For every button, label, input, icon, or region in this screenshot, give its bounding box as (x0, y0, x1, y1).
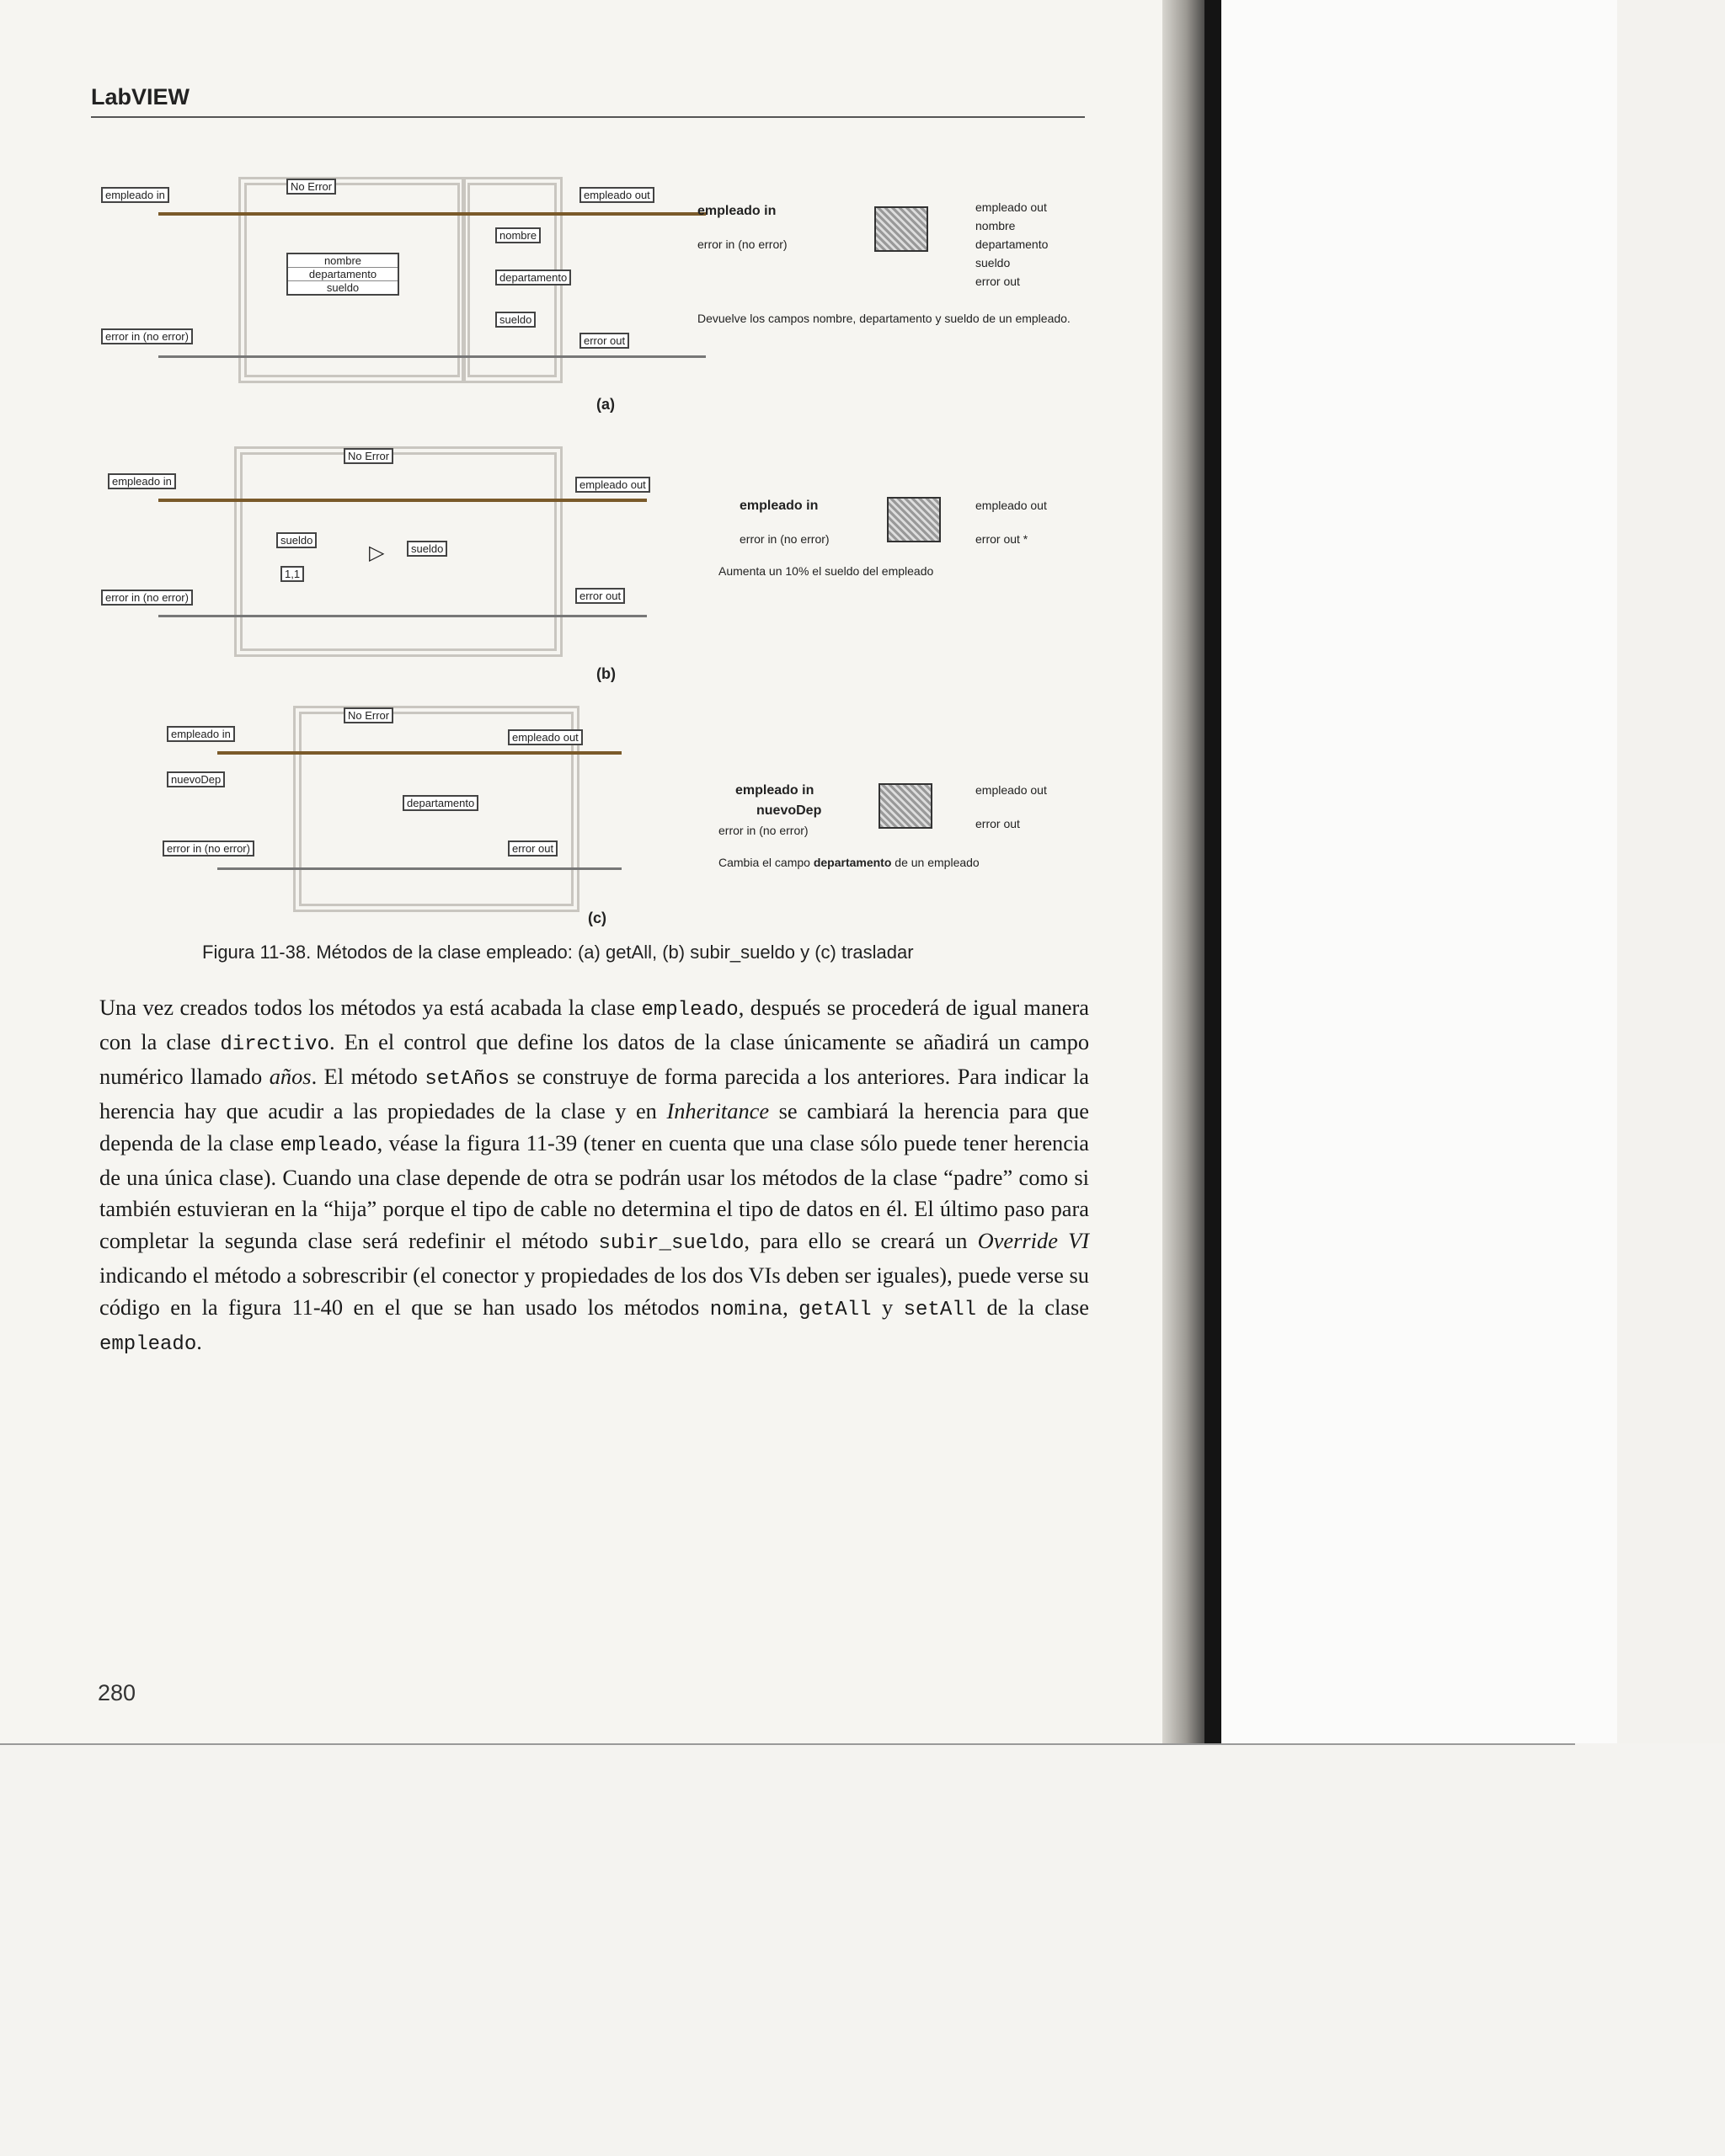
vi-icon (874, 206, 928, 252)
connector-out-5: error out (975, 275, 1020, 288)
desc-prefix: Cambia el campo (718, 856, 814, 869)
connector-in-2: error in (no error) (697, 237, 788, 251)
subfigure-label: (b) (596, 665, 616, 682)
text-run: se cambiará la herencia para que dependa de la clase (99, 1097, 1089, 1155)
case-structure (234, 446, 563, 657)
figure-c (91, 706, 1093, 933)
figure-caption: Figura 11-38. Métodos de la clase empleado: (a) getAll, (b) subir_sueldo y (c) trasladar (202, 942, 914, 963)
unbundle-field: nombre (288, 254, 398, 268)
wire-error (158, 615, 647, 617)
code-run: getAll (798, 1299, 872, 1322)
bundle-sueldo: sueldo (407, 541, 447, 557)
vi-description: Devuelve los campos nombre, departamento y sueldo de un empleado. (697, 312, 1071, 325)
terminal-empleado-out: empleado out (575, 477, 650, 493)
terminal-nombre: nombre (495, 227, 541, 243)
code-run: empleado (280, 1134, 377, 1157)
unbundle-field: departamento (288, 268, 398, 281)
vi-icon (879, 783, 932, 829)
connector-out-4: sueldo (975, 256, 1011, 270)
wire-error (217, 867, 622, 870)
figure-b (91, 446, 1093, 691)
terminal-error-in: error in (no error) (101, 328, 193, 344)
unbundle-node (286, 253, 399, 296)
connector-out-2: error out (975, 817, 1020, 830)
code-run: empleado (99, 1333, 197, 1357)
body-paragraph (99, 992, 1089, 1361)
terminal-sueldo: sueldo (495, 312, 536, 328)
connector-out-1: empleado out (975, 783, 1047, 797)
connector-out-2: nombre (975, 219, 1016, 232)
terminal-empleado-out: empleado out (579, 187, 654, 203)
terminal-nuevodep: nuevoDep (167, 771, 225, 787)
italic-run: Override VI (977, 1228, 1089, 1254)
code-run: subir_sueldo (598, 1232, 745, 1256)
desc-bold: departamento (813, 856, 892, 869)
connector-out-1: empleado out (975, 499, 1047, 512)
desc-suffix: de un empleado (891, 856, 980, 869)
unbundle-sueldo: sueldo (276, 532, 317, 548)
text-run: . El método (311, 1063, 425, 1089)
terminal-empleado-out: empleado out (508, 729, 583, 745)
connector-out-2: error out * (975, 532, 1028, 546)
connector-in-1: empleado in (697, 204, 777, 218)
terminal-empleado-in: empleado in (101, 187, 169, 203)
code-run: setAños (425, 1067, 510, 1091)
text-run: de la clase (976, 1294, 1089, 1321)
terminal-departamento: departamento (495, 270, 571, 286)
case-selector: No Error (344, 448, 393, 464)
connector-in-2: nuevoDep (756, 803, 822, 818)
terminal-error-in: error in (no error) (101, 590, 193, 606)
text-run: , véase la figura 11-39 (tener en cuenta que una clase sólo puede tener herencia de una única clase). Cuando una clase depende de otra se podrán usar los métodos de la clase “padre” como si también estuvieran en la “hija” porque el tipo de cable no determina el tipo de datos en él. El último paso para completar la segunda clase será redefinir el método (99, 1129, 1089, 1254)
connector-in-2: error in (no error) (740, 532, 830, 546)
subfigure-label: (a) (596, 396, 615, 413)
connector-in-1: empleado in (740, 499, 819, 513)
italic-run: años (269, 1063, 312, 1089)
terminal-error-out: error out (575, 588, 625, 604)
text-run: . (196, 1329, 202, 1355)
wire-object (217, 751, 622, 755)
page-number: 280 (98, 1680, 136, 1705)
facing-page (1221, 0, 1617, 1743)
text-run: Una vez creados todos los métodos ya está acabada la clase (99, 995, 642, 1020)
wire-object (158, 212, 706, 216)
wire-object (158, 499, 647, 502)
terminal-error-out: error out (508, 841, 558, 857)
multiply-icon: ▷ (369, 542, 385, 564)
terminal-error-out: error out (579, 333, 629, 349)
connector-in-3: error in (no error) (718, 824, 809, 837)
text-run: , para ello se creará un (744, 1228, 978, 1254)
connector-out-1: empleado out (975, 200, 1047, 214)
connector-in-1: empleado in (735, 783, 814, 798)
code-run: empleado (641, 999, 739, 1022)
text-run: , después se procederá de igual manera con la clase (99, 995, 1089, 1054)
italic-run: Inheritance (666, 1097, 770, 1123)
case-selector: No Error (344, 707, 393, 723)
terminal-empleado-in: empleado in (167, 726, 235, 742)
unbundle-field: sueldo (326, 281, 360, 294)
text-run: . En el control que define los datos de la clase únicamente se añadirá un campo numérico llamado (99, 1028, 1090, 1089)
terminal-empleado-in: empleado in (108, 473, 176, 489)
vi-description (718, 854, 1089, 871)
vi-icon (887, 497, 941, 542)
running-header: LabVIEW (91, 84, 190, 109)
terminal-error-in: error in (no error) (163, 841, 254, 857)
text-run: y (871, 1294, 904, 1321)
vi-description: Aumenta un 10% el sueldo del empleado (718, 564, 934, 578)
bundle-departamento: departamento (403, 795, 478, 811)
scan-background (0, 1743, 1725, 2156)
connector-out-3: departamento (975, 237, 1049, 251)
wire-error (158, 355, 706, 358)
text-run: , (782, 1294, 799, 1321)
case-selector: No Error (286, 179, 336, 195)
text-run: se construye de forma parecida a los anteriores. Para indicar la herencia hay que acudir a las propiedades de la clase y en (99, 1063, 1089, 1123)
subfigure-label: (c) (588, 910, 606, 926)
header-rule (91, 116, 1085, 118)
text-run: indicando el método a sobrescribir (el conector y propiedades de los dos VIs deben ser iguales), puede verse su código en la figura 11-40 en el que se han usado los métodos (99, 1262, 1089, 1321)
code-run: setAll (903, 1299, 977, 1322)
code-run: nomina (709, 1299, 783, 1322)
figure-a (91, 168, 1093, 421)
code-run: directivo (220, 1033, 329, 1056)
constant-factor: 1,1 (280, 566, 304, 582)
page-bottom-edge (0, 1743, 1575, 1745)
